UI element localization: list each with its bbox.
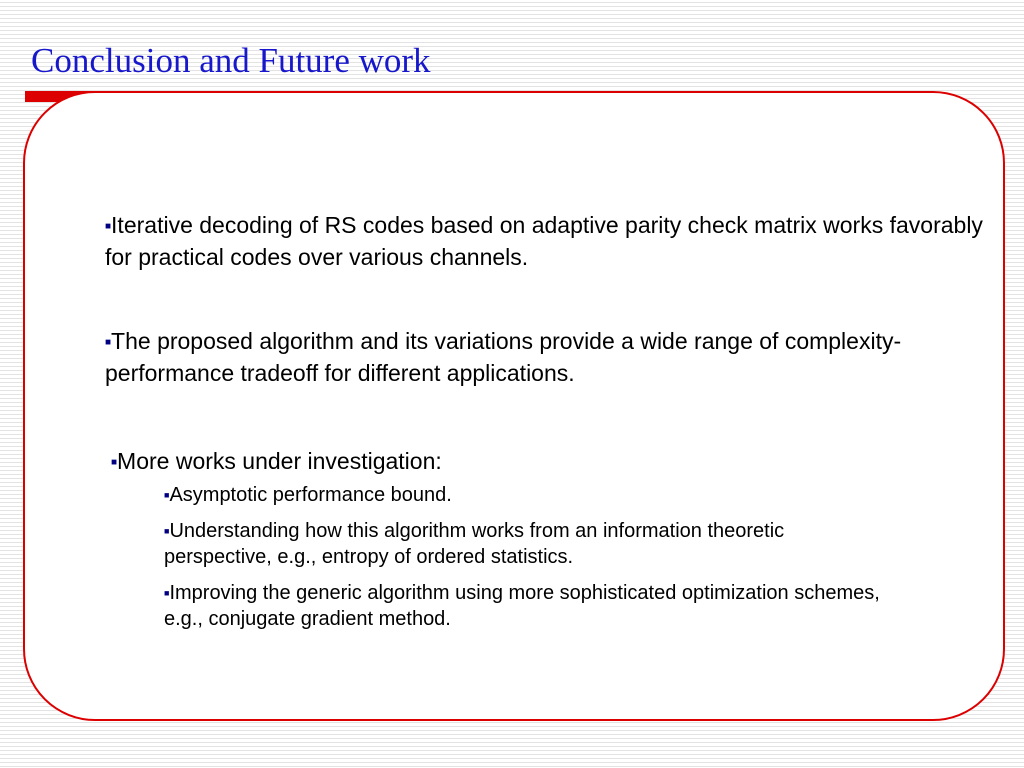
sub-bullet-item	[164, 482, 884, 508]
sub-bullet-item	[164, 580, 884, 632]
bullet-text: More works under investigation:	[117, 448, 442, 474]
bullet-item	[105, 446, 985, 632]
bullet-text: Iterative decoding of RS codes based on adaptive parity check matrix works favorably for practical codes over various channels.	[105, 212, 983, 270]
bullet-list	[105, 210, 985, 632]
bullet-text: The proposed algorithm and its variations provide a wide range of complexity-performance tradeoff for different applications.	[105, 328, 902, 386]
sub-bullet-list	[164, 482, 884, 632]
slide-title: Conclusion and Future work	[31, 41, 431, 80]
square-bullet-icon: ■	[164, 526, 170, 536]
square-bullet-icon: ■	[105, 337, 112, 348]
bullet-item	[105, 326, 985, 388]
sub-bullet-item	[164, 518, 884, 570]
sub-bullet-text: Improving the generic algorithm using more sophisticated optimization schemes, e.g., conjugate gradient method.	[164, 582, 880, 630]
square-bullet-icon: ■	[111, 457, 118, 468]
square-bullet-icon: ■	[164, 490, 170, 500]
square-bullet-icon: ■	[105, 221, 112, 232]
sub-bullet-text: Asymptotic performance bound.	[169, 484, 452, 506]
square-bullet-icon: ■	[164, 588, 170, 598]
bullet-item	[105, 210, 985, 272]
sub-bullet-text: Understanding how this algorithm works from an information theoretic perspective, e.g., entropy of ordered statistics.	[164, 520, 785, 568]
